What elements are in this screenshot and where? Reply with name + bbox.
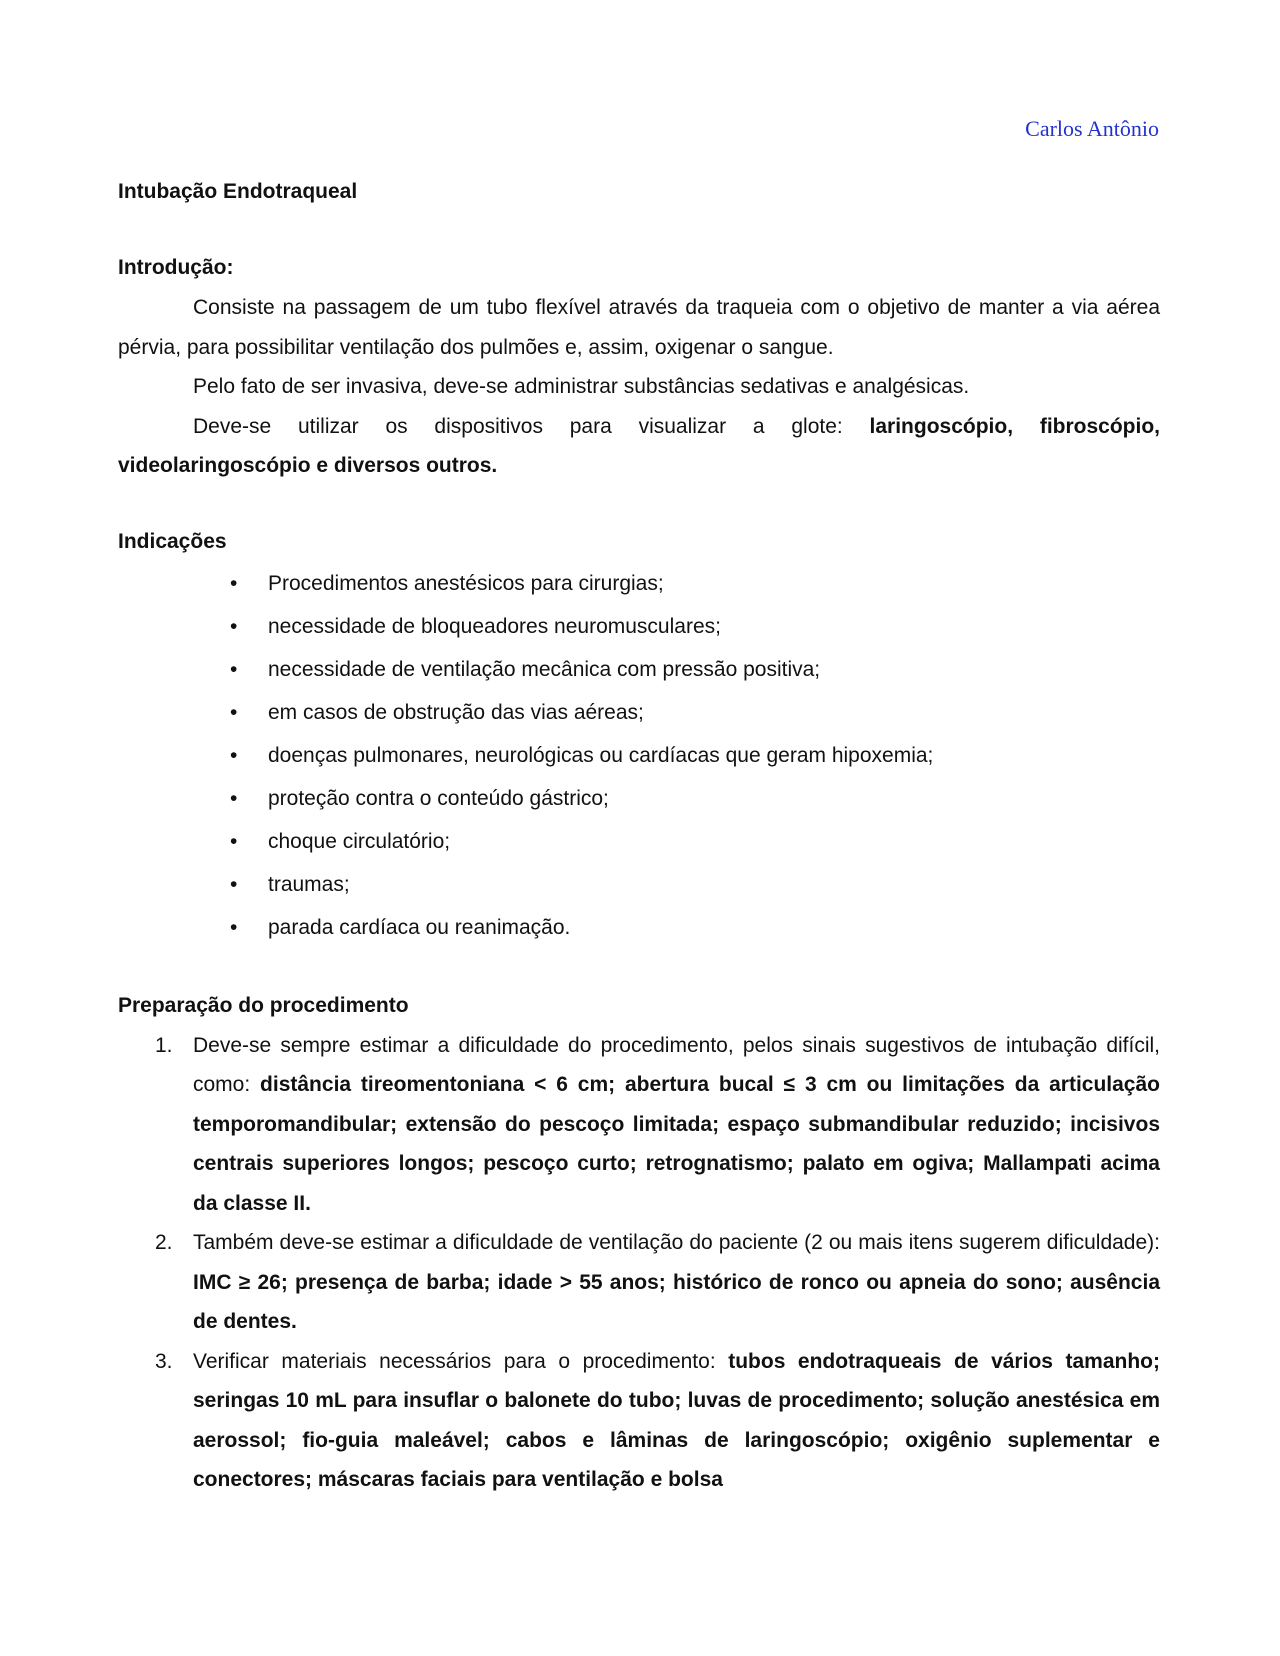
list-item-text: Procedimentos anestésicos para cirurgias;	[268, 571, 664, 595]
list-item-text: Verificar materiais necessários para o procedimento:	[193, 1349, 729, 1373]
document-title: Intubação Endotraqueal	[118, 180, 358, 203]
indications-heading: Indicações	[118, 529, 227, 553]
bullet-icon: •	[230, 657, 238, 681]
intro-paragraph-1: Consiste na passagem de um tubo flexível através da traqueia com o objetivo de manter a via aérea pérvia, para possibilitar ventilação dos pulmões e, assim, oxigenar o sangue.	[118, 296, 1160, 359]
list-item	[118, 734, 1160, 777]
bullet-icon: •	[230, 743, 238, 767]
list-item	[118, 777, 1160, 820]
list-item	[118, 691, 1160, 734]
list-item-bold: distância tireomentoniana < 6 cm; abertura bucal ≤ 3 cm ou limitações da articulação temporomandibular; extensão do pescoço limitada; espaço submandibular reduzido; incisivos centrais superiores longos; pescoço curto; retrognatismo; palato em ogiva; Mallampati acima da classe II.	[193, 1073, 1160, 1215]
bullet-icon: •	[230, 915, 238, 939]
bullet-icon: •	[230, 786, 238, 810]
intro-paragraph-3	[118, 407, 1160, 486]
intro-heading: Introdução:	[118, 256, 234, 279]
bullet-icon: •	[230, 829, 238, 853]
list-item	[118, 648, 1160, 691]
list-item	[118, 1342, 1160, 1500]
bullet-icon: •	[230, 872, 238, 896]
bullet-icon: •	[230, 614, 238, 638]
list-item-text: necessidade de ventilação mecânica com pressão positiva;	[268, 657, 821, 681]
list-item-text: necessidade de bloqueadores neuromusculares;	[268, 614, 721, 638]
intro-paragraph-2: Pelo fato de ser invasiva, deve-se administrar substâncias sedativas e analgésicas.	[193, 375, 970, 398]
list-item	[118, 562, 1160, 605]
list-item-bold: tubos endotraqueais de vários tamanho; seringas 10 mL para insuflar o balonete do tubo; luvas de procedimento; solução anestésica em aerossol; fio-guia maleável; cabos e lâminas de laringoscópio; oxigênio suplementar e conectores; máscaras faciais para ventilação e bolsa	[193, 1349, 1160, 1491]
preparation-heading: Preparação do procedimento	[118, 993, 409, 1017]
indications-list	[118, 562, 1160, 949]
intro-paragraph-3-bold: laringoscópio, fibroscópio, videolaringoscópio e diversos outros.	[118, 414, 1160, 477]
list-item-text: traumas;	[268, 872, 350, 896]
document-body	[118, 172, 1160, 1500]
list-item	[118, 1223, 1160, 1342]
bullet-icon: •	[230, 571, 238, 595]
list-item	[118, 906, 1160, 949]
list-item	[118, 605, 1160, 648]
list-item-text: doenças pulmonares, neurológicas ou cardíacas que geram hipoxemia;	[268, 743, 934, 767]
list-number: 3.	[155, 1349, 173, 1373]
list-number: 2.	[155, 1231, 173, 1254]
list-item-text: Deve-se sempre estimar a dificuldade do procedimento, pelos sinais sugestivos de intubação difícil, como:	[193, 1033, 1160, 1096]
list-item	[118, 820, 1160, 863]
list-item-text: Também deve-se estimar a dificuldade de ventilação do paciente (2 ou mais itens sugerem dificuldade):	[193, 1231, 1160, 1254]
preparation-list	[118, 1026, 1160, 1500]
list-item-bold: IMC ≥ 26; presença de barba; idade > 55 anos; histórico de ronco ou apneia do sono; ausência de dentes.	[193, 1270, 1160, 1333]
list-item-text: em casos de obstrução das vias aéreas;	[268, 700, 644, 724]
list-number: 1.	[155, 1033, 173, 1057]
list-item-text: proteção contra o conteúdo gástrico;	[268, 786, 609, 810]
author-name: Carlos Antônio	[1025, 116, 1159, 141]
list-item-text: parada cardíaca ou reanimação.	[268, 915, 571, 939]
list-item	[118, 863, 1160, 906]
list-item	[118, 1026, 1160, 1224]
list-item-text: choque circulatório;	[268, 829, 451, 853]
intro-paragraph-3-text: Deve-se utilizar os dispositivos para visualizar a glote:	[193, 414, 870, 438]
bullet-icon: •	[230, 700, 238, 724]
